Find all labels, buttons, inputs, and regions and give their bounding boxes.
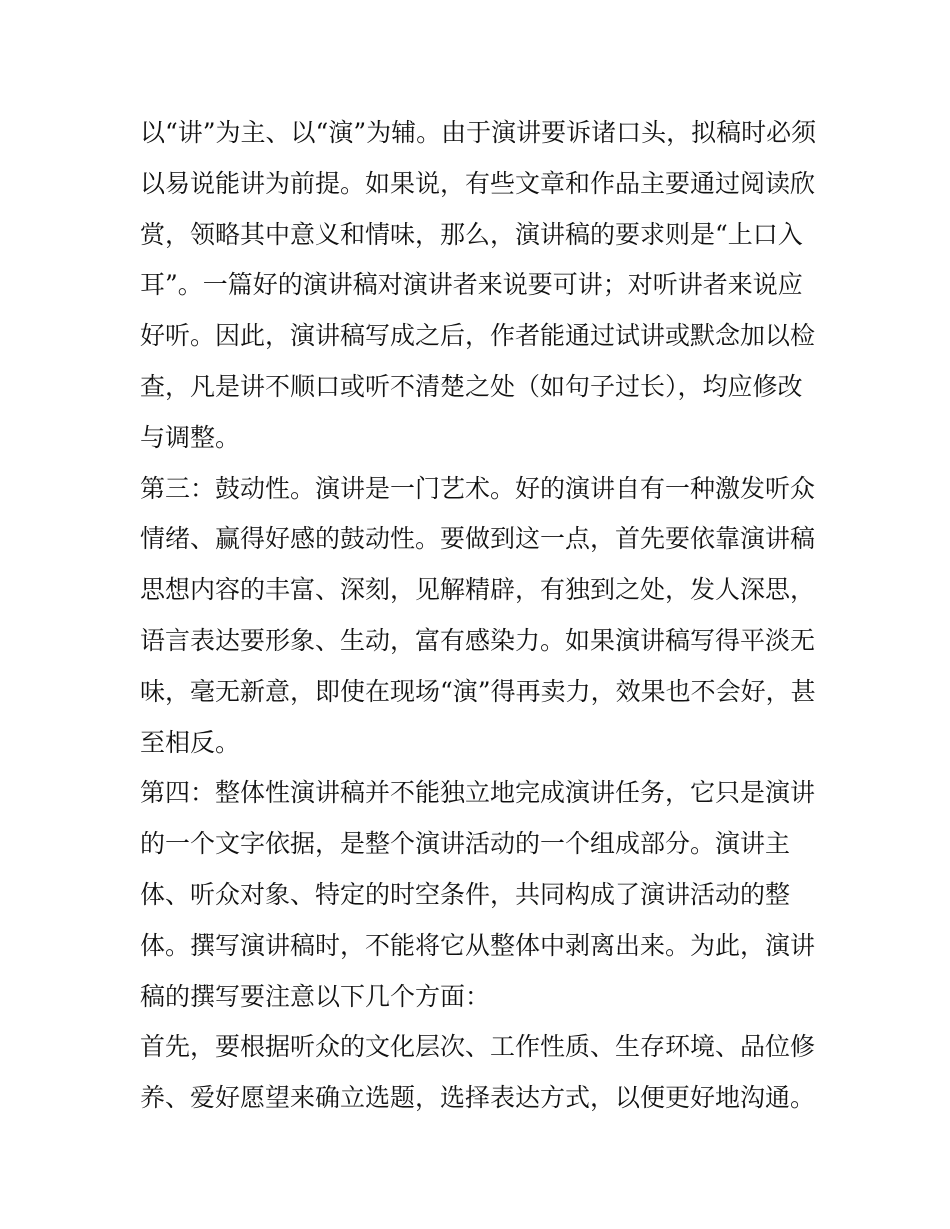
text-line: 味，毫无新意，即使在现场“演”得再卖力，效果也不会好，甚 <box>140 676 816 706</box>
text-line: 以易说能讲为前提。如果说，有些文章和作品主要通过阅读欣 <box>140 168 816 198</box>
text-line: 首先，要根据听众的文化层次、工作性质、生存环境、品位修 <box>140 1032 816 1062</box>
text-line: 语言表达要形象、生动，富有感染力。如果演讲稿写得平淡无 <box>140 625 816 655</box>
text-line: 第三：鼓动性。演讲是一门艺术。好的演讲自有一种激发听众 <box>140 473 816 503</box>
text-line: 耳”。一篇好的演讲稿对演讲者来说要可讲；对听讲者来说应 <box>140 270 803 300</box>
text-line: 情绪、赢得好感的鼓动性。要做到这一点，首先要依靠演讲稿 <box>140 524 816 554</box>
text-line: 至相反。 <box>140 727 241 757</box>
text-line: 养、爱好愿望来确立选题，选择表达方式，以便更好地沟通。 <box>140 1083 816 1113</box>
text-line: 稿的撰写要注意以下几个方面： <box>140 981 491 1011</box>
text-line: 查，凡是讲不顺口或听不清楚之处（如句子过长），均应修改 <box>140 371 803 401</box>
text-line: 好听。因此，演讲稿写成之后，作者能通过试讲或默念加以检 <box>140 321 816 351</box>
text-line: 思想内容的丰富、深刻，见解精辟，有独到之处，发人深思， <box>140 575 816 605</box>
text-line: 第四：整体性演讲稿并不能独立地完成演讲任务，它只是演讲 <box>140 778 816 808</box>
body-text <box>140 108 820 1124</box>
text-line: 体。撰写演讲稿时，不能将它从整体中剥离出来。为此，演讲 <box>140 930 816 960</box>
text-line: 体、听众对象、特定的时空条件，共同构成了演讲活动的整 <box>140 879 791 909</box>
text-line: 的一个文字依据，是整个演讲活动的一个组成部分。演讲主 <box>140 829 791 859</box>
text-line: 赏，领略其中意义和情味，那么，演讲稿的要求则是“上口入 <box>140 219 803 249</box>
text-line: 与调整。 <box>140 422 241 452</box>
text-line: 以“讲”为主、以“演”为辅。由于演讲要诉诸口头，拟稿时必须 <box>140 118 817 147</box>
